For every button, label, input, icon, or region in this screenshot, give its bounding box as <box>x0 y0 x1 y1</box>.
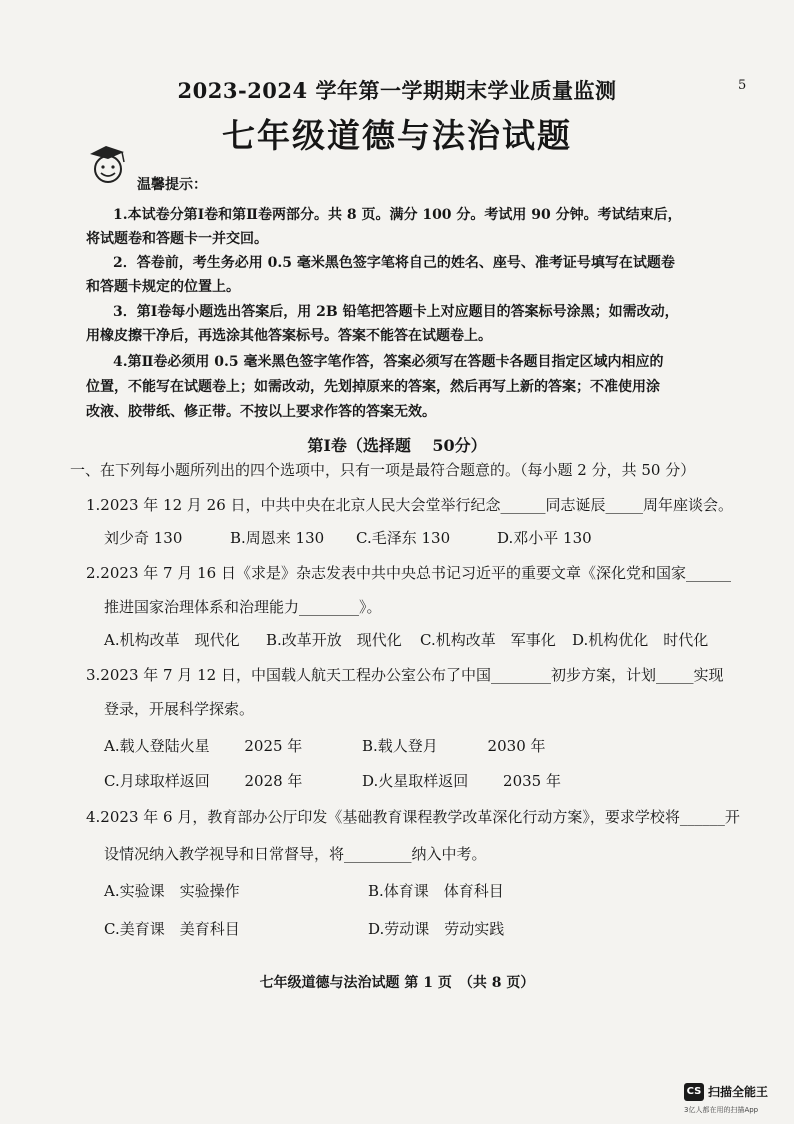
scanner-watermark-logo <box>684 1083 784 1117</box>
question-2-option-a: A.机构改革 现代化 <box>104 631 240 649</box>
question-4-option-c: C.美育课 美育科目 <box>104 920 240 938</box>
question-4-option-a: A.实验课 实验操作 <box>104 882 240 900</box>
question-4-stem: 4.2023 年 6 月，教育部办公厅印发《基础教育课程教学改革深化行动方案》，要求学校将______开 <box>86 808 740 826</box>
exam-title-line2: 七年级道德与法治试题 <box>222 116 572 155</box>
question-2-option-b: B.改革开放 现代化 <box>266 631 402 649</box>
tip-line: 4.第Ⅱ卷必须用 0.5 毫米黑色签字笔作答，答案必须写在答题卡各题目指定区域内相应的 <box>113 354 664 370</box>
tip-line: 将试题卷和答题卡一并交回。 <box>86 231 268 247</box>
question-4-option-d: D.劳动课 劳动实践 <box>368 920 505 938</box>
question-3-option-b: B.载人登月 2030 年 <box>362 737 546 755</box>
exam-title-line1: 2023-2024 学年第一学期期末学业质量监测 <box>177 78 617 103</box>
tip-line: 1.本试卷分第Ⅰ卷和第Ⅱ卷两部分。共 8 页。满分 100 分。考试用 90 分钟。考试结束后， <box>113 207 682 223</box>
question-2-stem: 2.2023 年 7 月 16 日《求是》杂志发表中共中央总书记习近平的重要文章《深化党和国家______ <box>86 564 731 582</box>
question-2-stem-cont: 推进国家治理体系和治理能力________》。 <box>104 598 382 616</box>
question-3-option-c: C.月球取样返回 2028 年 <box>104 772 303 790</box>
question-2-option-d: D.机构优化 时代化 <box>572 631 709 649</box>
section-title: 第Ⅰ卷（选择题 50分） <box>307 436 487 455</box>
scanner-app-name: 扫描全能王 <box>708 1085 769 1099</box>
scanner-app-tagline: 3亿人都在用的扫描App <box>684 1106 759 1114</box>
question-1-option-a: 刘少奇 130 <box>104 529 183 547</box>
tip-line: 和答题卡规定的位置上。 <box>86 279 240 295</box>
tip-line: 用橡皮擦干净后，再选涂其他答案标号。答案不能答在试题卷上。 <box>86 328 492 344</box>
tip-line: 3．第Ⅰ卷每小题选出答案后，用 2B 铅笔把答题卡上对应题目的答案标号涂黑；如需改动， <box>113 304 679 320</box>
question-1-option-b: B.周恩来 130 <box>230 529 325 547</box>
page-footer: 七年级道德与法治试题 第 1 页 （共 8 页） <box>259 975 535 991</box>
tips-label: 温馨提示： <box>137 177 207 193</box>
smiley-mascot-icon <box>84 140 130 186</box>
question-3-option-a: A.载人登陆火星 2025 年 <box>104 737 303 755</box>
section-instruction: 一、在下列每小题所列出的四个选项中，只有一项是最符合题意的。（每小题 2 分，共 50 分） <box>70 461 696 479</box>
tip-line: 2．答卷前，考生务必用 0.5 毫米黑色签字笔将自己的姓名、座号、准考证号填写在试题卷 <box>113 255 675 271</box>
question-4-option-b: B.体育课 体育科目 <box>368 882 504 900</box>
question-1-option-c: C.毛泽东 130 <box>356 529 451 547</box>
page-number: 5 <box>738 78 747 93</box>
question-1-option-d: D.邓小平 130 <box>497 529 592 547</box>
tip-line: 位置，不能写在试题卷上；如需改动，先划掉原来的答案，然后再写上新的答案；不准使用涂 <box>86 379 660 395</box>
question-3-stem-cont: 登录，开展科学探索。 <box>104 700 255 718</box>
tip-line: 改液、胶带纸、修正带。不按以上要求作答的答案无效。 <box>86 404 436 420</box>
question-3-stem: 3.2023 年 7 月 12 日，中国载人航天工程办公室公布了中国________初步方案，计划_____实现 <box>86 666 724 684</box>
question-3-option-d: D.火星取样返回 2035 年 <box>362 772 561 790</box>
cs-badge-icon: CS <box>684 1083 704 1101</box>
question-2-option-c: C.机构改革 军事化 <box>420 631 556 649</box>
question-4-stem-cont: 设情况纳入教学视导和日常督导，将_________纳入中考。 <box>104 845 487 863</box>
question-1-stem: 1.2023 年 12 月 26 日，中共中央在北京人民大会堂举行纪念______同志诞辰_____周年座谈会。 <box>86 496 734 514</box>
